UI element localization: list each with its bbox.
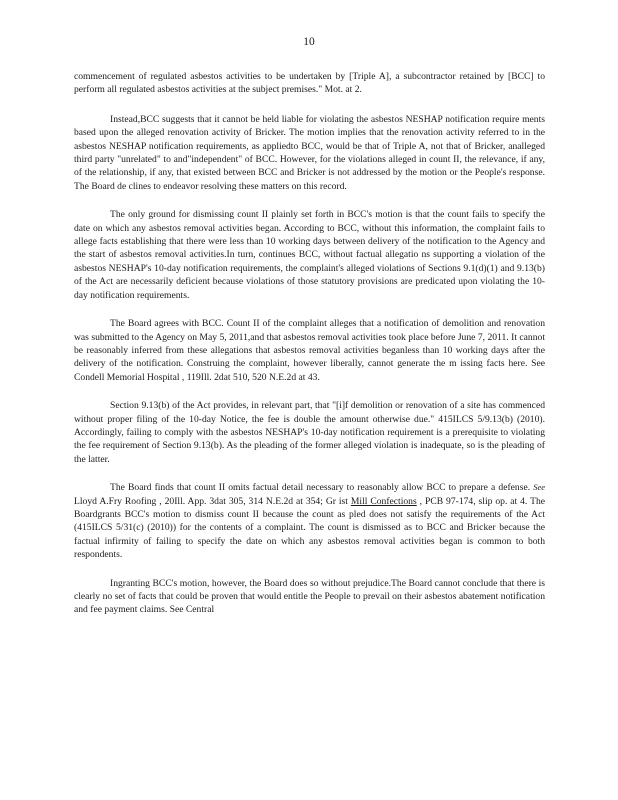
citation-signal-see: See [533, 482, 545, 493]
paragraph-6-text-b: Lloyd A.Fry Roofing , 20Ill. App. 3dat 305, 314 N.E.2d at 354; Gr ist [74, 495, 351, 507]
paragraph-6 [74, 481, 545, 561]
document-body [74, 70, 545, 632]
paragraph-4: The Board agrees with BCC. Count II of the complaint alleges that a notification of demolition and renovation was submitted to the Agency on May 5, 2011,and that asbestos removal activities took place before June 7, 2011. It cannot be reasonably inferred from these allegations that asbestos removal activities beganless than 10 working days after the delivery of the notification. Construing the complaint, however liberally, cannot generate the m issing facts here. See Condell Memorial Hospital , 119Ill. 2dat 510, 520 N.E.2d at 43. [74, 318, 545, 383]
paragraph-6-text-a: The Board finds that count II omits factual detail necessary to reasonably allow BCC to prepare a defense. [110, 482, 534, 494]
paragraph-7: Ingranting BCC's motion, however, the Board does so without prejudice.The Board cannot conclude that there is clearly no set of facts that could be proven that would entitle the People to prevail on their asbestos abatement notification and fee payment claims. See Central [74, 577, 545, 616]
paragraph-6-text-c: , PCB 97-174, slip op. at 4. The Boardgrants BCC's motion to dismiss count II because the count as pled does not satisfy the requirements of the Act (415ILCS 5/31(c) (2010)) for the contents of a complaint. The count is dismissed as to BCC and Bricker because the factual infirmity of failing to specify the date on which any asbestos removal activities began is common to both respondents. [74, 495, 545, 561]
paragraph-5: Section 9.13(b) of the Act provides, in relevant part, that "[i]f demolition or renovation of a site has commenced without proper filing of the 10-day Notice, the fee is double the amount otherwise due." 415ILCS 5/9.13(b) (2010). Accordingly, failing to comply with the asbestos NESHAP's 10-day notification requirement is a prerequisite to violating the fee requirement of Section 9.13(b). As the pleading of the former alleged violation is inadequate, so is the pleading of the latter. [74, 400, 545, 465]
paragraph-3: The only ground for dismissing count II plainly set forth in BCC's motion is that the count fails to specify the date on which any asbestos removal activities began. According to BCC, without this information, the complaint fails to allege facts establishing that there were less than 10 working days between delivery of the notification to the Agency and the start of asbestos removal activities.In turn, continues BCC, without factual allegatio ns supporting a violation of the asbestos NESHAP's 10-day notification requirements, the complaint's alleged violations of Sections 9.1(d)(1) and 9.13(b) of the Act are necessarily deficient because violations of those statutory provisions are predicated upon violating the 10-day notification requirements. [74, 209, 545, 301]
case-name-mill-confections: Mill Confections [350, 495, 417, 507]
page-number: 10 [303, 36, 315, 48]
paragraph-1: commencement of regulated asbestos activities to be undertaken by [Triple A], a subcontractor retained by [BCC] to perform all regulated asbestos activities at the subject premises." Mot. at 2. [74, 71, 545, 96]
paragraph-2: Instead,BCC suggests that it cannot be held liable for violating the asbestos NESHAP notification require ments based upon the alleged renovation activity of Bricker. The motion implies that the renovation activity referred to in the asbestos NESHAP notification requirements, as appliedto BCC, would be that of Triple A, not that of Bricker, analleged third party "unrelated" to and"independent" of BCC. However, for the violations alleged in count II, the relevance, if any, of the relationship, if any, that existed between BCC and Bricker is not addressed by the motion or the People's response. The Board de clines to endeavor resolving these matters on this record. [74, 113, 545, 192]
